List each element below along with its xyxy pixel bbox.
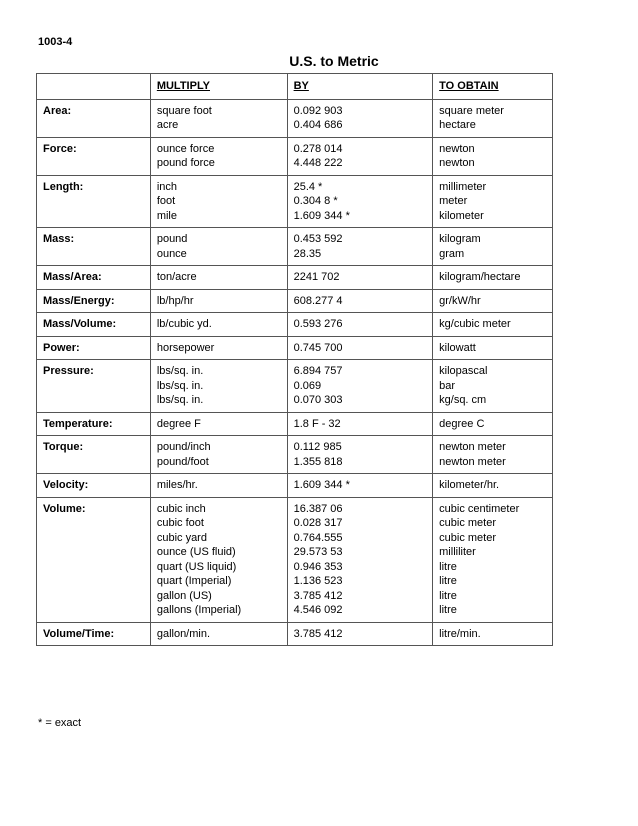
factor-cell-line: 1.136 523 <box>293 575 343 587</box>
multiply-cell <box>150 336 287 360</box>
factor-cell-line: 0.028 317 <box>293 517 343 529</box>
obtain-cell-line: kilogram/hectare <box>439 271 521 283</box>
table-row <box>37 474 553 498</box>
table-row <box>37 228 553 266</box>
multiply-cell <box>150 412 287 436</box>
row-category: Area: <box>37 99 151 137</box>
multiply-cell <box>150 137 287 175</box>
multiply-cell-line: square foot <box>156 104 212 117</box>
conversion-table <box>36 73 553 646</box>
obtain-cell <box>433 360 553 413</box>
row-category: Volume/Time: <box>37 622 151 646</box>
obtain-cell-line: hectare <box>439 119 476 131</box>
multiply-cell <box>150 289 287 313</box>
obtain-cell <box>433 266 553 290</box>
factor-cell <box>287 336 433 360</box>
factor-cell-line: 0.593 276 <box>293 318 343 330</box>
multiply-cell-line: cubic yard <box>156 531 207 544</box>
row-category: Power: <box>37 336 151 360</box>
factor-cell-line: 6.894 757 <box>293 365 343 377</box>
obtain-cell-line: newton <box>439 157 475 169</box>
multiply-cell-line: gallon/min. <box>156 627 211 640</box>
obtain-cell-line: square meter <box>439 104 504 117</box>
factor-cell-line: 1.355 818 <box>293 455 343 468</box>
multiply-cell <box>150 228 287 266</box>
factor-cell <box>287 313 433 337</box>
factor-cell-line: 16.387 06 <box>293 502 343 515</box>
factor-cell <box>287 266 433 290</box>
multiply-cell <box>150 474 287 498</box>
obtain-cell-line: litre/min. <box>439 627 481 640</box>
obtain-cell <box>433 436 553 474</box>
factor-cell <box>287 360 433 413</box>
multiply-cell-line: lbs/sq. in. <box>156 365 204 377</box>
table-row <box>37 289 553 313</box>
factor-cell-line: 0.069 <box>293 379 322 392</box>
footnote: * = exact <box>38 717 82 729</box>
factor-cell-line: 0.404 686 <box>293 119 343 131</box>
multiply-cell-line: quart (US liquid) <box>156 560 237 573</box>
factor-cell-line: 4.448 222 <box>293 157 343 169</box>
multiply-cell <box>150 313 287 337</box>
row-category: Torque: <box>37 436 151 474</box>
obtain-cell-line: meter <box>439 195 468 207</box>
multiply-cell-line: acre <box>156 119 179 131</box>
multiply-cell-line: inch <box>156 180 178 193</box>
header-multiply: MULTIPLY <box>150 74 287 100</box>
header-to-obtain: TO OBTAIN <box>433 74 553 100</box>
table-row <box>37 313 553 337</box>
factor-cell <box>287 99 433 137</box>
factor-cell <box>287 412 433 436</box>
obtain-cell-line: newton meter <box>439 455 506 468</box>
table-header-row <box>37 74 553 100</box>
multiply-cell-line: ounce (US fluid) <box>156 546 236 558</box>
multiply-cell-line: lbs/sq. in. <box>156 394 204 406</box>
row-category: Mass/Energy: <box>37 289 151 313</box>
row-category: Mass/Area: <box>37 266 151 290</box>
table-row <box>37 436 553 474</box>
multiply-cell <box>150 622 287 646</box>
table-row <box>37 266 553 290</box>
factor-cell-line: 0.092 903 <box>293 104 343 117</box>
factor-cell-line: 0.946 353 <box>293 560 343 573</box>
obtain-cell-line: litre <box>439 604 457 616</box>
multiply-cell-line: gallons (Imperial) <box>156 604 242 616</box>
factor-cell-line: 3.785 412 <box>293 589 343 602</box>
obtain-cell-line: cubic meter <box>439 531 496 544</box>
multiply-cell-line: horsepower <box>156 341 215 354</box>
factor-cell <box>287 436 433 474</box>
obtain-cell <box>433 228 553 266</box>
obtain-cell-line: millimeter <box>439 180 487 193</box>
factor-cell-line: 29.573 53 <box>293 546 343 558</box>
obtain-cell <box>433 412 553 436</box>
obtain-cell-line: kg/cubic meter <box>439 318 511 330</box>
page-id: 1003-4 <box>38 36 73 48</box>
obtain-cell <box>433 622 553 646</box>
obtain-cell-line: newton meter <box>439 441 506 453</box>
obtain-cell-line: kilopascal <box>439 365 488 377</box>
factor-cell-line: 28.35 <box>293 247 322 260</box>
obtain-cell-line: gram <box>439 247 465 260</box>
obtain-cell <box>433 313 553 337</box>
multiply-cell <box>150 175 287 228</box>
obtain-cell <box>433 497 553 622</box>
multiply-cell-line: ounce force <box>156 142 215 155</box>
table-row <box>37 412 553 436</box>
multiply-cell-line: pound <box>156 233 188 245</box>
factor-cell <box>287 622 433 646</box>
factor-cell-line: 1.8 F - 32 <box>293 417 341 430</box>
factor-cell <box>287 497 433 622</box>
obtain-cell-line: kilowatt <box>439 341 476 354</box>
obtain-cell <box>433 99 553 137</box>
factor-cell-line: 1.609 344 * <box>293 479 350 491</box>
obtain-cell-line: cubic centimeter <box>439 502 520 515</box>
obtain-cell-line: litre <box>439 589 457 602</box>
table-body <box>37 99 553 646</box>
obtain-cell-line: kilogram <box>439 233 481 245</box>
obtain-cell-line: litre <box>439 560 457 573</box>
row-category: Mass/Volume: <box>37 313 151 337</box>
obtain-cell-line: litre <box>439 575 457 587</box>
factor-cell <box>287 474 433 498</box>
obtain-cell <box>433 474 553 498</box>
multiply-cell <box>150 266 287 290</box>
obtain-cell-line: degree C <box>439 417 485 430</box>
multiply-cell <box>150 436 287 474</box>
factor-cell <box>287 289 433 313</box>
multiply-cell-line: lb/hp/hr <box>156 294 194 307</box>
multiply-cell-line: pound/inch <box>156 441 211 453</box>
row-category: Force: <box>37 137 151 175</box>
factor-cell-line: 25.4 * <box>293 180 323 193</box>
header-category <box>37 74 151 100</box>
multiply-cell-line: cubic foot <box>156 517 204 529</box>
obtain-cell-line: kilometer <box>439 209 484 222</box>
obtain-cell <box>433 137 553 175</box>
obtain-cell-line: milliliter <box>439 546 476 558</box>
multiply-cell-line: pound force <box>156 157 215 169</box>
multiply-cell-line: quart (Imperial) <box>156 575 232 587</box>
table-row <box>37 360 553 413</box>
row-category: Temperature: <box>37 412 151 436</box>
obtain-cell <box>433 289 553 313</box>
factor-cell-line: 1.609 344 * <box>293 209 350 222</box>
multiply-cell <box>150 360 287 413</box>
factor-cell <box>287 137 433 175</box>
row-category: Velocity: <box>37 474 151 498</box>
table-row <box>37 99 553 137</box>
obtain-cell-line: cubic meter <box>439 517 496 529</box>
factor-cell-line: 4.546 092 <box>293 604 343 616</box>
multiply-cell <box>150 99 287 137</box>
factor-cell-line: 0.764.555 <box>293 531 343 544</box>
factor-cell-line: 0.304 8 * <box>293 195 338 207</box>
multiply-cell-line: foot <box>156 195 176 207</box>
row-category: Pressure: <box>37 360 151 413</box>
factor-cell-line: 608.277 4 <box>293 294 343 307</box>
factor-cell-line: 2241 702 <box>293 271 340 283</box>
factor-cell-line: 0.278 014 <box>293 142 343 155</box>
multiply-cell-line: ton/acre <box>156 271 197 283</box>
multiply-cell-line: miles/hr. <box>156 479 198 491</box>
multiply-cell-line: cubic inch <box>156 502 206 515</box>
multiply-cell-line: lb/cubic yd. <box>156 318 212 330</box>
row-category: Length: <box>37 175 151 228</box>
multiply-cell-line: gallon (US) <box>156 589 212 602</box>
table-row <box>37 336 553 360</box>
table-row <box>37 175 553 228</box>
table-row <box>37 622 553 646</box>
row-category: Volume: <box>37 497 151 622</box>
row-category: Mass: <box>37 228 151 266</box>
obtain-cell-line: kilometer/hr. <box>439 479 500 491</box>
factor-cell-line: 3.785 412 <box>293 627 343 640</box>
factor-cell-line: 0.453 592 <box>293 233 343 245</box>
multiply-cell-line: pound/foot <box>156 455 209 468</box>
obtain-cell <box>433 336 553 360</box>
multiply-cell-line: mile <box>156 209 177 222</box>
multiply-cell <box>150 497 287 622</box>
multiply-cell-line: degree F <box>156 417 201 430</box>
multiply-cell-line: ounce <box>156 247 187 260</box>
factor-cell <box>287 228 433 266</box>
factor-cell-line: 0.745 700 <box>293 341 343 354</box>
page-title: U.S. to Metric <box>289 53 379 69</box>
table-row <box>37 497 553 622</box>
factor-cell-line: 0.070 303 <box>293 394 343 406</box>
obtain-cell-line: newton <box>439 142 475 155</box>
obtain-cell-line: kg/sq. cm <box>439 394 487 406</box>
factor-cell-line: 0.112 985 <box>293 441 342 453</box>
factor-cell <box>287 175 433 228</box>
obtain-cell <box>433 175 553 228</box>
obtain-cell-line: bar <box>439 379 456 392</box>
multiply-cell-line: lbs/sq. in. <box>156 379 204 392</box>
header-by: BY <box>287 74 433 100</box>
table-row <box>37 137 553 175</box>
obtain-cell-line: gr/kW/hr <box>439 294 481 307</box>
